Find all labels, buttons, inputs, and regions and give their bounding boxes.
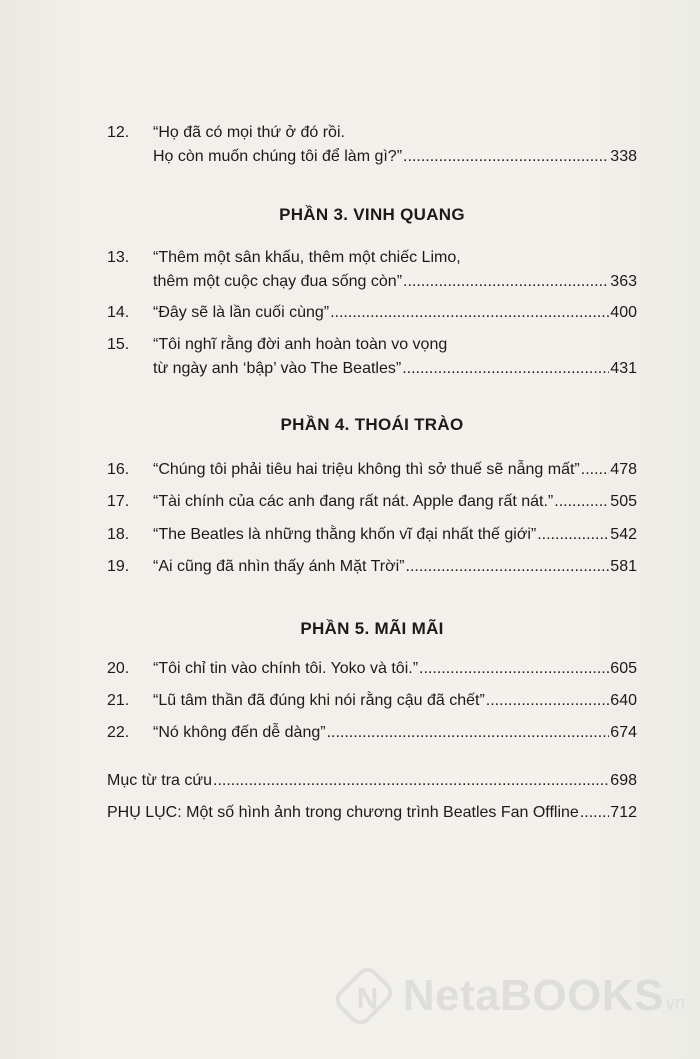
entry-title-line2: từ ngày anh ‘bập’ vào The Beatles” [153, 360, 402, 377]
entry-title: “Tôi chỉ tin vào chính tôi. Yoko và tôi.” [153, 660, 419, 677]
part-3-heading: PHẦN 3. VINH QUANG [279, 205, 465, 224]
entry-number: 18. [107, 526, 130, 543]
dot-leader [327, 721, 610, 745]
entry-title: “Đây sẽ là lần cuối cùng” [153, 304, 330, 321]
dot-leader [402, 357, 609, 381]
entry-page: 605 [610, 660, 637, 677]
dot-leader [580, 801, 609, 825]
entry-number: 22. [107, 724, 130, 741]
watermark-brand: NetaBOOKS [402, 971, 664, 1020]
dot-leader [403, 270, 609, 294]
entry-page: 505 [610, 493, 637, 510]
entry-title: “Ai cũng đã nhìn thấy ánh Mặt Trời” [153, 558, 405, 575]
entry-page: 674 [610, 724, 637, 741]
entry-title: “Nó không đến dễ dàng” [153, 724, 326, 741]
entry-title-line1: “Họ đã có mọi thứ ở đó rồi. [153, 124, 345, 141]
entry-title: “Chúng tôi phải tiêu hai triệu không thì sở thuế sẽ nẫng mất” [153, 461, 580, 478]
entry-number: 19. [107, 558, 130, 575]
dot-leader [406, 555, 610, 579]
entry-page: 363 [610, 273, 637, 290]
watermark-suffix: vn [665, 993, 685, 1013]
entry-page: 542 [610, 526, 637, 543]
entry-number: 13. [107, 249, 130, 266]
part-5-heading: PHẦN 5. MÃI MÃI [300, 619, 444, 638]
toc-index-entry [107, 769, 637, 793]
entry-number: 14. [107, 304, 130, 321]
entry-page: 478 [610, 461, 637, 478]
entry-page: 400 [610, 304, 637, 321]
entry-page: 338 [610, 148, 637, 165]
entry-title-line1: “Thêm một sân khấu, thêm một chiếc Limo, [153, 249, 461, 266]
entry-number: 20. [107, 660, 130, 677]
appendix-page: 712 [610, 804, 637, 821]
entry-number: 12. [107, 124, 130, 141]
appendix-label: PHỤ LỤC: Một số hình ảnh trong chương trình Beatles Fan Offline [107, 804, 579, 821]
index-page: 698 [610, 772, 637, 789]
entry-title-line1: “Tôi nghĩ rằng đời anh hoàn toàn vo vọng [153, 336, 448, 353]
entry-page: 581 [610, 558, 637, 575]
entry-number: 17. [107, 493, 130, 510]
entry-number: 21. [107, 692, 130, 709]
netabooks-logo-icon [331, 963, 397, 1029]
dot-leader [581, 458, 610, 482]
entry-page: 431 [610, 360, 637, 377]
entry-title: “The Beatles là những thằng khốn vĩ đại nhất thế giới” [153, 526, 537, 543]
entry-title: “Tài chính của các anh đang rất nát. Apple đang rất nát.” [153, 493, 554, 510]
entry-title: “Lũ tâm thần đã đúng khi nói rằng cậu đã chết” [153, 692, 485, 709]
entry-number: 16. [107, 461, 130, 478]
dot-leader [403, 145, 609, 169]
entry-page: 640 [610, 692, 637, 709]
entry-title-line2: thêm một cuộc chạy đua sống còn” [153, 273, 403, 290]
dot-leader [213, 769, 609, 793]
index-label: Mục từ tra cứu [107, 772, 212, 789]
entry-number: 15. [107, 336, 130, 353]
netabooks-watermark [335, 966, 685, 1026]
entry-title-line2: Họ còn muốn chúng tôi để làm gì?” [153, 148, 403, 165]
dot-leader [554, 490, 609, 514]
dot-leader [486, 689, 610, 713]
dot-leader [330, 301, 609, 325]
dot-leader [537, 523, 609, 547]
dot-leader [419, 657, 609, 681]
toc-appendix-entry [107, 801, 637, 825]
part-4-heading: PHẦN 4. THOÁI TRÀO [280, 415, 464, 434]
